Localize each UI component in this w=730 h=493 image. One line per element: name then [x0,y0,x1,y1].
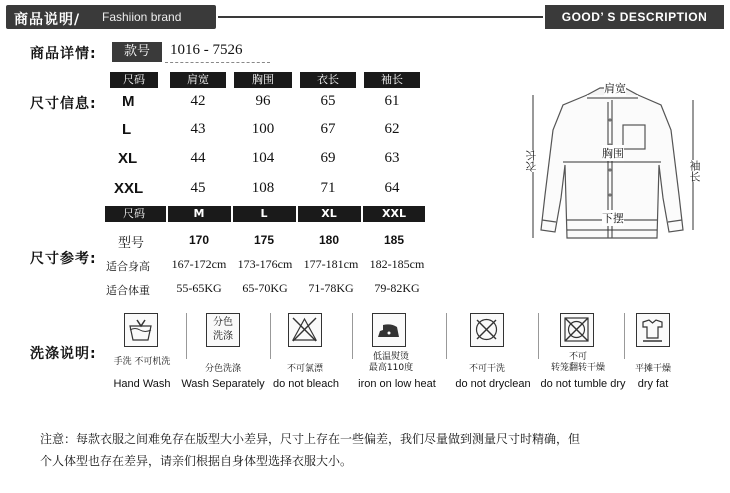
ref-row-label: 适合体重 [106,284,150,297]
size-cell: 62 [384,121,400,137]
wash-cn-text: 不可干洗 [468,364,505,374]
size-ref-label: 尺寸参考: [30,251,97,267]
ref-height-value: 167-172cm [171,257,227,271]
wash-cn-text: 不可氯漂 [286,364,323,374]
wash-cn-text: 平摊干燥 [634,364,671,374]
size-row-label: XXL [114,180,144,197]
ref-divider [296,206,298,222]
size-ref-header-size: 尺码 [123,207,145,220]
model-label: 款号 [112,42,162,62]
iron-low-icon [372,313,406,347]
wash-en-text: iron on low heat [358,378,436,390]
size-cell: 65 [320,93,336,109]
ref-height-value: 173-176cm [237,257,293,271]
wash-separately-icon [206,313,240,347]
size-cell: 64 [384,180,400,196]
size-ref-header-m: M [193,207,205,220]
wash-label: 洗涤说明: [30,346,97,362]
wash-cn-text: 手洗 不可机洗 [113,357,171,367]
dry-flat-icon [636,313,670,347]
wash-divider [624,313,625,359]
model-value: 1016 - 7526 [170,42,243,58]
note-line-1: 注意：每款衣服之间难免存在版型大小差异，尺寸上存在一些偏差，我们尽量做到测量尺寸时精确，但 [40,432,581,446]
chest-col-header: 胸围 [234,72,292,88]
size-info-label: 尺寸信息: [30,96,97,112]
header-divider [218,16,543,18]
diagram-shoulder-label: 肩宽 [604,82,626,95]
wash-en-text: Hand Wash [113,378,171,390]
hand-wash-icon [124,313,158,347]
wash-cn-text: 低温熨烫 最高110度 [368,352,414,373]
ref-row-label: 型号 [118,236,145,251]
note-line-2: 个人体型也存在差异，请亲们根据自身体型选择衣服大小。 [40,454,353,468]
wash-divider [352,313,353,359]
size-cell: 104 [251,150,275,166]
ref-divider [361,206,363,222]
ref-weight-value: 79-82KG [374,281,420,295]
wash-cn-text: 不可 转笼翻转干燥 [550,352,605,373]
wash-separately-icon-text: 分色 洗涤 [213,317,233,342]
wash-en-text: do not dryclean [455,378,531,390]
size-row-label: M [122,93,135,110]
wash-en-text: Wash Separately [181,378,265,390]
size-cell: 96 [255,93,271,109]
size-cell: 108 [251,180,275,196]
size-cell: 43 [190,121,206,137]
diagram-sleeve-label: 袖长 [688,160,701,182]
size-col-header: 尺码 [110,72,158,88]
size-cell: 61 [384,93,400,109]
size-cell: 69 [320,150,336,166]
wash-en-text: do not tumble dry [540,378,626,390]
wash-en-text: dry fat [637,378,669,390]
header-title-en: Fashiion brand [102,10,182,24]
header-title-cn: 商品说明/ [14,12,81,28]
ref-height-value: 177-181cm [303,257,359,271]
size-cell: 45 [190,180,206,196]
diagram-hem-label: 下摆 [602,212,624,225]
size-cell: 71 [320,180,336,196]
ref-weight-value: 65-70KG [242,281,288,295]
header-right-title: GOOD’ S DESCRIPTION [545,5,724,29]
ref-row-label: 适合身高 [106,260,150,273]
size-ref-header-l: L [260,207,268,220]
ref-divider [231,206,233,222]
length-col-header: 衣长 [300,72,356,88]
model-underline [165,62,270,63]
no-tumble-dry-icon [560,313,594,347]
size-cell: 44 [190,150,206,166]
size-cell: 63 [384,150,400,166]
wash-divider [538,313,539,359]
wash-divider [186,313,187,359]
size-cell: 42 [190,93,206,109]
header-title-block [6,5,216,29]
ref-weight-value: 71-78KG [308,281,354,295]
size-cell: 100 [251,121,275,137]
size-row-label: L [122,121,132,138]
wash-divider [446,313,447,359]
product-detail-label: 商品详情: [30,46,97,62]
no-dryclean-icon [470,313,504,347]
size-ref-header-xl: XL [321,207,337,220]
ref-height-value: 182-185cm [369,257,425,271]
ref-model-value: 180 [318,233,340,247]
diagram-chest-label: 胸围 [602,147,624,160]
ref-model-value: 170 [188,233,210,247]
ref-weight-value: 55-65KG [176,281,222,295]
diagram-length-label: 衣长 [525,150,538,172]
size-ref-header-xxl: XXL [382,207,406,220]
shoulder-col-header: 肩宽 [170,72,226,88]
size-row-label: XL [118,150,138,167]
ref-model-value: 185 [383,233,405,247]
wash-en-text: do not bleach [272,378,340,390]
ref-model-value: 175 [253,233,275,247]
size-cell: 67 [320,121,336,137]
wash-cn-text: 分色洗涤 [204,364,241,374]
wash-divider [270,313,271,359]
ref-divider [166,206,168,222]
sleeve-col-header: 袖长 [364,72,420,88]
no-bleach-icon [288,313,322,347]
